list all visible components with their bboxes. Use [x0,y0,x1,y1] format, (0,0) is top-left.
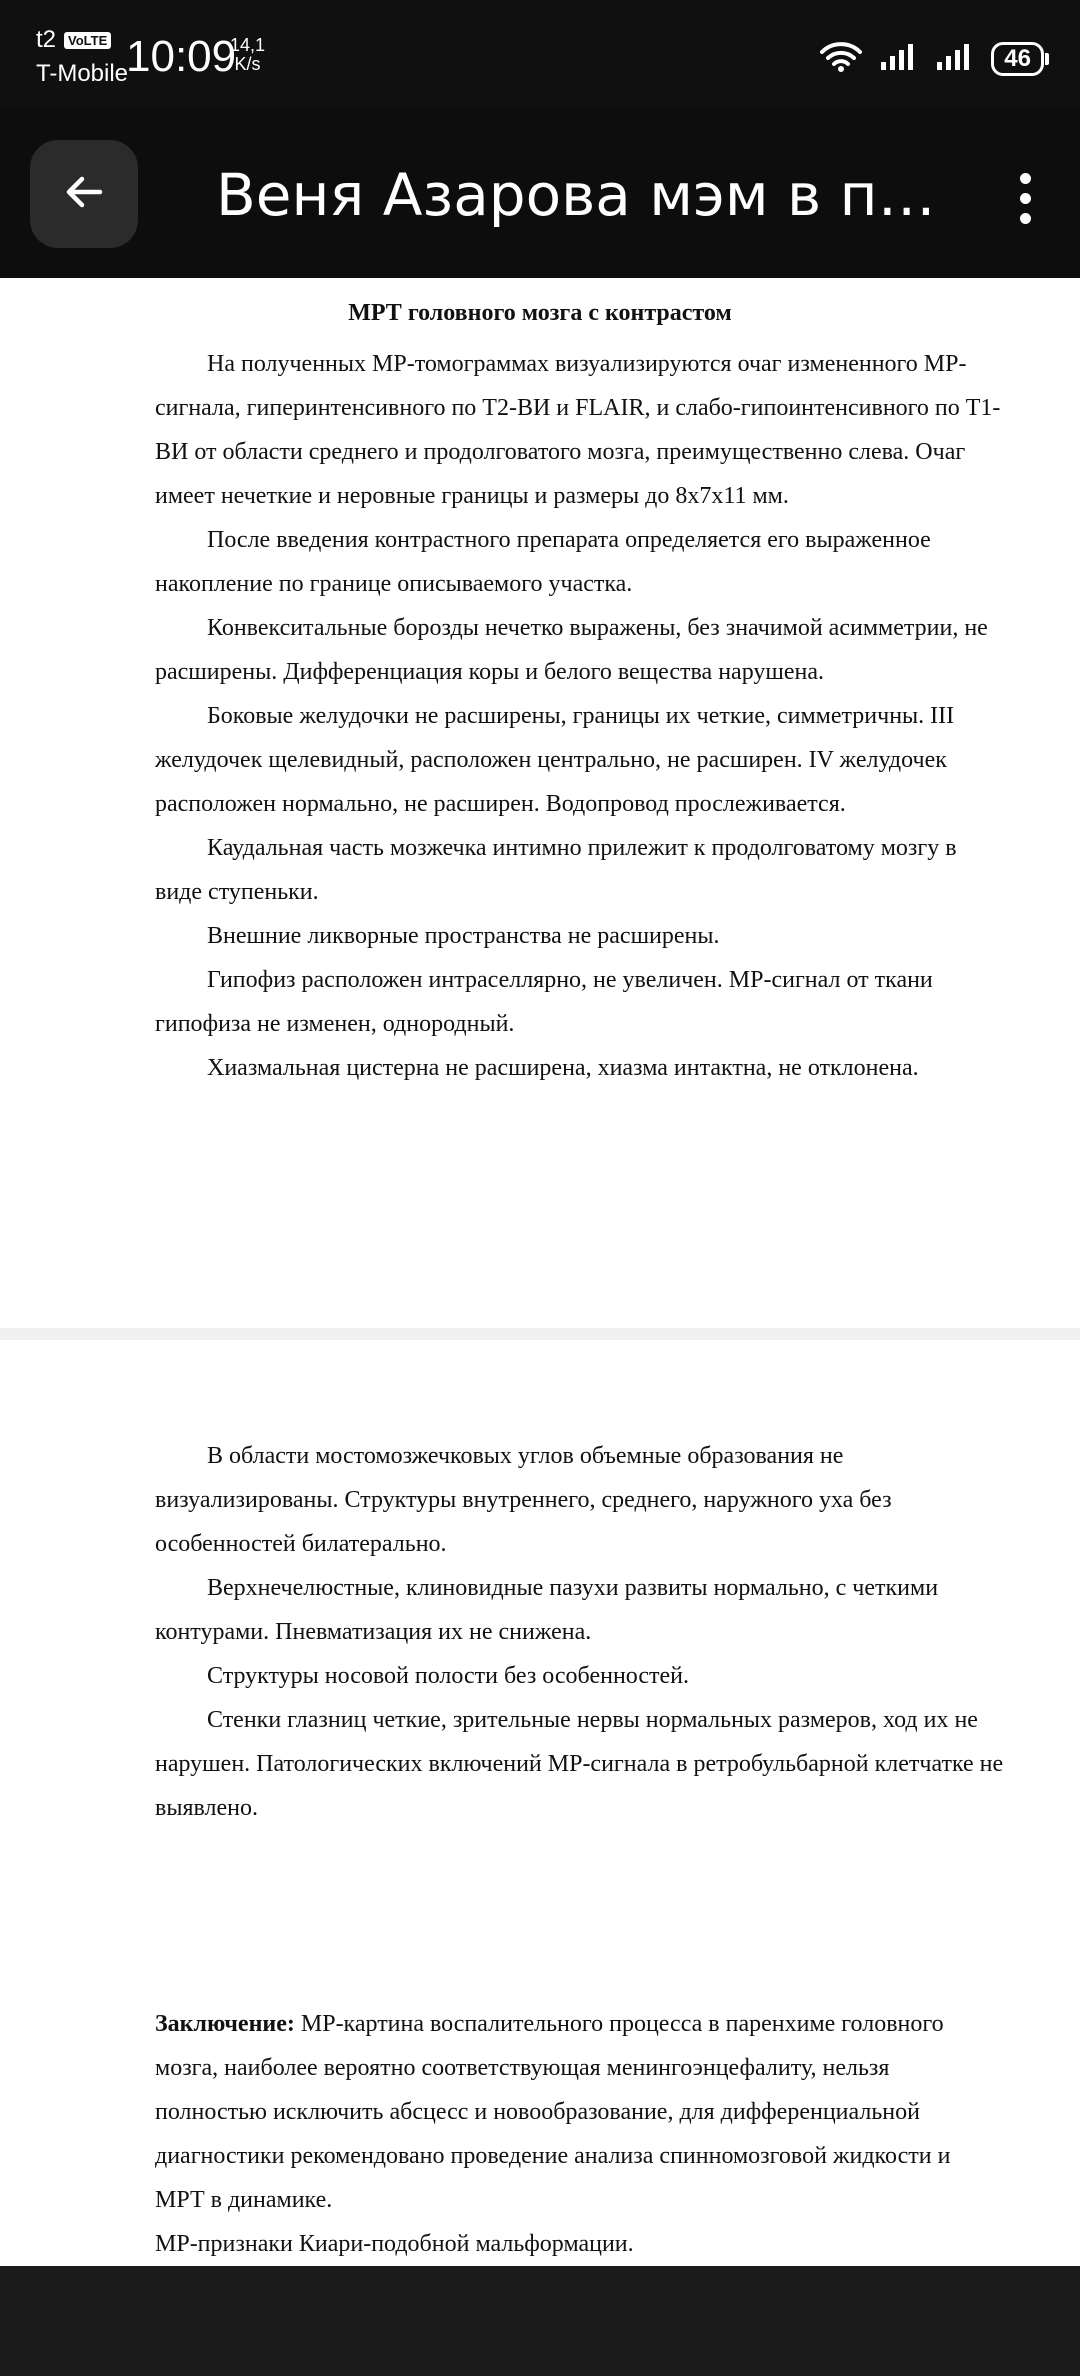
network-speed-value: 14,1 [230,35,266,55]
battery-indicator: 46 [991,42,1044,76]
paragraph: На полученных МР-томограммах визуализируются очаг измененного МР-сигнала, гиперинтенсивного по Т2-ВИ и FLAIR, и слабо-гипоинтенсивного по Т1-ВИ от области среднего и продолговатого мозга, преимущественно слева. Очаг имеет нечеткие и неровные границы и размеры до 8х7х11 мм. [155,351,1001,509]
final-note: МР-признаки Киари-подобной мальформации. [155,2231,634,2257]
paragraph: В области мостомозжечковых углов объемные образования не визуализированы. Структуры внутреннего, среднего, наружного уха без особенностей билатерально. [155,1443,892,1557]
page2-text [155,1434,1005,1830]
document-page-2[interactable] [0,1340,1080,2266]
signal-icon [935,42,975,75]
document-page-1[interactable] [0,278,1080,1328]
carrier-tag: t2 [36,26,57,53]
back-button[interactable] [30,140,138,248]
paragraph: Стенки глазниц четкие, зрительные нервы нормальных размеров, ход их не нарушен. Патологических включений МР-сигнала в ретробульбарной клетчатке не выявлено. [155,1707,1004,1821]
page-title: Веня Азарова мэм в п… [216,161,936,229]
paragraph: Каудальная часть мозжечка интимно прилежит к продолговатому мозгу в виде ступеньки. [155,835,957,905]
wifi-icon [819,40,863,77]
status-bar [0,0,1080,108]
paragraph: После введения контрастного препарата определяется его выраженное накопление по границе описываемого участка. [155,527,931,597]
conclusion-label: Заключение: [155,2011,295,2037]
volte-badge: VoLTE [64,32,111,49]
more-vert-icon [1020,173,1031,184]
app-bar [0,108,1080,278]
more-vert-icon [1020,193,1031,204]
page1-text [155,342,1005,1090]
more-options-button[interactable] [990,158,1060,238]
network-speed [230,36,265,74]
document-title: МРТ головного мозга с контрастом [348,300,732,326]
paragraph: Верхнечелюстные, клиновидные пазухи развиты нормально, с четкими контурами. Пневматизация их не снижена. [155,1575,939,1645]
arrow-left-icon [60,168,108,220]
network-speed-unit: K/s [234,54,261,74]
bottom-bar [0,2266,1080,2376]
conclusion-text: МР-картина воспалительного процесса в паренхиме головного мозга, наиболее вероятно соответствующая менингоэнцефалиту, нельзя полностью исключить абсцесс и новообразование, для дифференциальной диагностики рекомендовано проведение анализа спинномозговой жидкости и МРТ в динамике. [155,2011,951,2213]
paragraph: Структуры носовой полости без особенностей. [207,1663,690,1689]
more-vert-icon [1020,213,1031,224]
paragraph: Конвекситальные борозды нечетко выражены, без значимой асимметрии, не расширены. Дифференциация коры и белого вещества нарушена. [155,615,988,685]
clock: 10:09 [126,32,237,81]
paragraph: Хиазмальная цистерна не расширена, хиазма интактна, не отклонена. [207,1055,919,1081]
paragraph: Внешние ликворные пространства не расширены. [207,923,720,949]
paragraph: Боковые желудочки не расширены, границы их четкие, симметричны. III желудочек щелевидный, расположен центрально, не расширен. IV желудочек расположен нормально, не расширен. Водопровод прослеживается. [155,703,955,817]
carrier-info [36,28,128,86]
status-icons [819,40,1044,77]
page-divider [0,1328,1080,1340]
conclusion-paragraph [155,2002,1005,2222]
signal-icon [879,42,919,75]
carrier-name: T-Mobile [36,60,129,87]
paragraph: Гипофиз расположен интраселлярно, не увеличен. МР-сигнал от ткани гипофиза не изменен, однородный. [155,967,933,1037]
conclusion-block [155,2002,1005,2266]
